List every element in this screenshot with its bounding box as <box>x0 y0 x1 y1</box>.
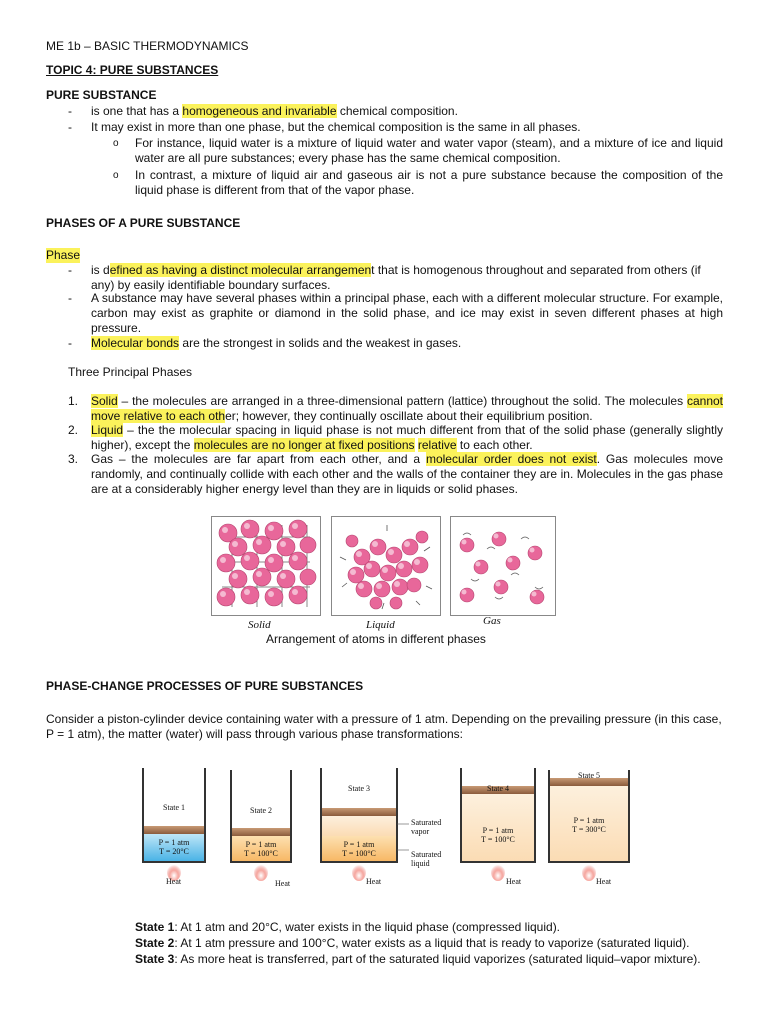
state-1-pressure: P = 1 atm <box>158 838 190 847</box>
state-3-description: State 3: As more heat is transferred, part of the saturated liquid vaporizes (saturated liquid–vapor mixture). <box>135 952 701 966</box>
state-5-label: State 5 <box>578 771 600 780</box>
pure-substance-heading: PURE SUBSTANCE <box>46 88 157 102</box>
state-4-temperature: T = 100°C <box>481 835 515 844</box>
three-phases-title: Three Principal Phases <box>68 365 193 379</box>
dash-bullet: - <box>68 263 72 277</box>
state-5-heat: Heat <box>596 877 612 886</box>
pure-substance-sub-2: In contrast, a mixture of liquid air and gaseous air is not a pure substance because the composition of the liquid phase is different from that of the vapor phase. <box>135 168 723 197</box>
dash-bullet: - <box>68 291 72 305</box>
phase-solid-item: Solid – the molecules are arranged in a three-dimensional pattern (lattice) throughout the solid. The molecules cannot move relative to each other; however, they continually oscillate about their equilibrium position. <box>91 394 723 423</box>
topic-title: TOPIC 4: PURE SUBSTANCES <box>46 63 219 77</box>
phase-bullet-3: Molecular bonds are the strongest in solids and the weakest in gases. <box>91 336 462 350</box>
state-4-label: State 4 <box>487 784 509 793</box>
state-2-label: State 2 <box>250 806 272 815</box>
state-1-heat: Heat <box>166 877 182 886</box>
saturated-vapor-label: Saturated vapor <box>411 818 442 836</box>
dash-bullet: - <box>68 120 72 134</box>
dash-bullet: - <box>68 104 72 118</box>
state-2-pressure: P = 1 atm <box>245 840 277 849</box>
pure-substance-bullet-2: It may exist in more than one phase, but the chemical composition is the same in all phases. <box>91 120 581 134</box>
solid-lattice-illustration <box>212 517 320 615</box>
phase-change-intro: Consider a piston-cylinder device containing water with a pressure of 1 atm. Depending on the prevailing pressure (in this case, P = 1 atm), the matter (water) will pass through various phase transformations: <box>46 712 722 741</box>
phase-liquid-item: Liquid – the the molecular spacing in liquid phase is not much different from that of the solid phase (generally slightly higher), except the molecules are no longer at fixed positions relative to each other. <box>91 423 723 452</box>
document-header: ME 1b – BASIC THERMODYNAMICS <box>46 39 249 53</box>
state-3-pressure: P = 1 atm <box>343 840 375 849</box>
liquid-molecules-illustration <box>332 517 440 615</box>
phase-change-heading: PHASE-CHANGE PROCESSES OF PURE SUBSTANCES <box>46 679 364 693</box>
phases-heading: PHASES OF A PURE SUBSTANCE <box>46 216 241 230</box>
gas-molecules-illustration <box>451 517 555 615</box>
state-1-temperature: T = 20°C <box>159 847 189 856</box>
saturated-liquid-label: Saturated liquid <box>411 850 442 868</box>
phase-bullet-2: A substance may have several phases within a principal phase, each with a different molecular structure. For example, carbon may exist as graphite or diamond in the solid phase, and ice may exist in seven different phases at high pressure. <box>91 291 723 335</box>
state-3-label: State 3 <box>348 784 370 793</box>
circle-bullet: o <box>113 138 119 149</box>
pure-substance-sub-1: For instance, liquid water is a mixture of liquid water and water vapor (steam), and a mixture of ice and liquid water are all pure substances; every phase has the same chemical composition. <box>135 136 723 165</box>
list-number: 1. <box>68 394 79 408</box>
state-5-temperature: T = 300°C <box>572 825 606 834</box>
liquid-caption: Liquid <box>366 619 395 631</box>
state-1-cylinder <box>143 768 205 881</box>
circle-bullet: o <box>113 170 119 181</box>
state-2-temperature: T = 100°C <box>244 849 278 858</box>
pure-substance-bullet-1: is one that has a homogeneous and invariable chemical composition. <box>91 104 458 118</box>
phase-gas-item: Gas – the molecules are far apart from each other, and a molecular order does not exist. Gas molecules move randomly, and continually collide with each other and the walls of the container they are in. Molecules in the gas phase are at a considerably higher energy level than they are in liquids or solid phases. <box>91 452 723 496</box>
gas-molecules-figure <box>450 516 556 616</box>
state-1-label: State 1 <box>163 803 185 812</box>
list-number: 2. <box>68 423 79 437</box>
liquid-molecules-figure <box>331 516 441 616</box>
solid-lattice-figure <box>211 516 321 616</box>
list-number: 3. <box>68 452 79 466</box>
state-4-heat: Heat <box>506 877 522 886</box>
state-3-temperature: T = 100°C <box>342 849 376 858</box>
phase-label: Phase <box>46 248 81 262</box>
figure-caption: Arrangement of atoms in different phases <box>266 632 486 646</box>
state-2-heat: Heat <box>275 879 291 888</box>
solid-caption: Solid <box>248 619 271 631</box>
state-2-description: State 2: At 1 atm pressure and 100°C, water exists as a liquid that is ready to vaporize (saturated liquid). <box>135 936 690 950</box>
state-2-cylinder <box>231 770 291 881</box>
state-1-description: State 1: At 1 atm and 20°C, water exists in the liquid phase (compressed liquid). <box>135 920 561 934</box>
gas-caption: Gas <box>483 615 501 627</box>
state-4-pressure: P = 1 atm <box>482 826 514 835</box>
dash-bullet: - <box>68 336 72 350</box>
phase-bullet-1: is defined as having a distinct molecular arrangement that is homogenous throughout and separated from others (if any) by easily identifiable boundary surfaces. <box>91 263 701 292</box>
state-5-pressure: P = 1 atm <box>573 816 605 825</box>
state-3-heat: Heat <box>366 877 382 886</box>
